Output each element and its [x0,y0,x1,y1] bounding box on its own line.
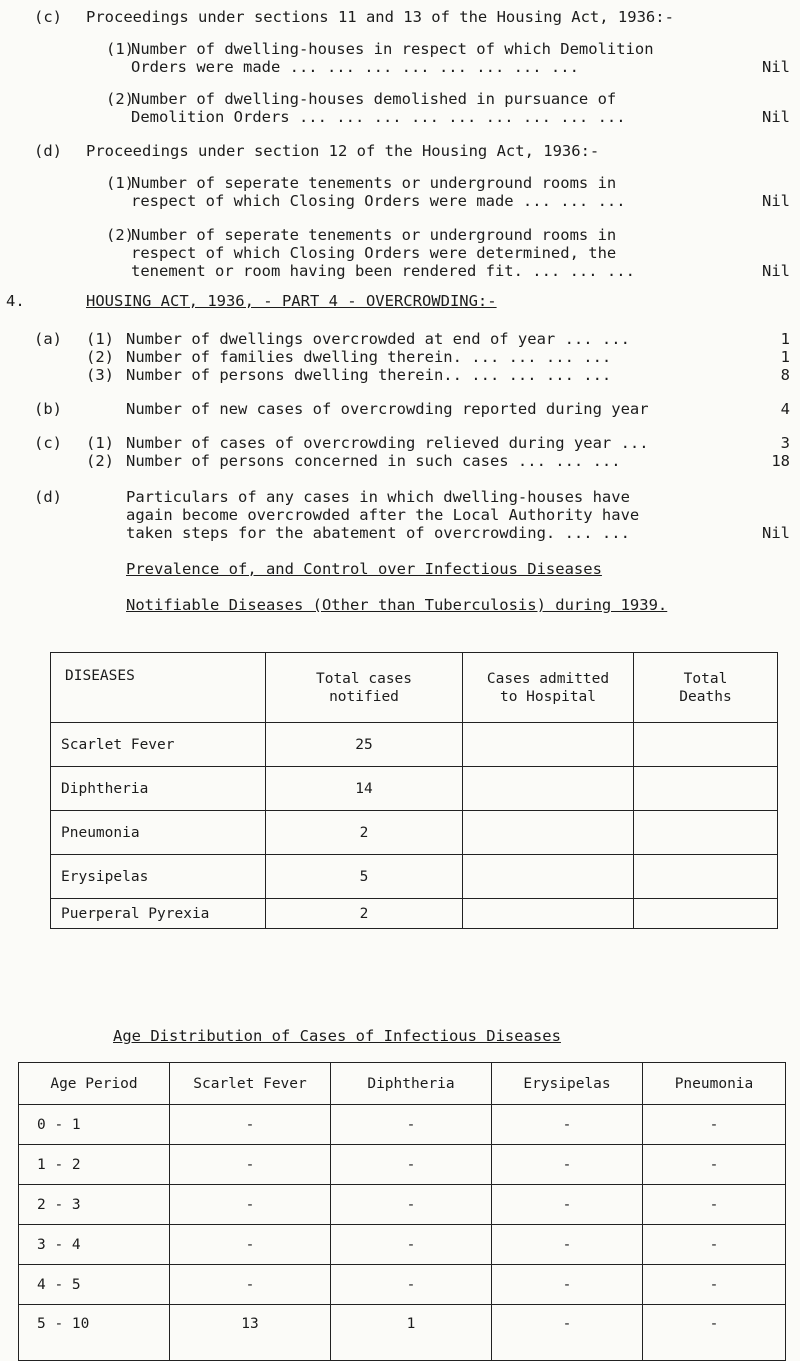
scarlet-fever-cell: - [170,1105,331,1145]
diphtheria-cell: - [331,1225,492,1265]
table-row [51,811,778,855]
prevalence-subtitle: Notifiable Diseases (Other than Tuberculosis) during 1939. [126,596,668,614]
cases-notified: 2 [266,899,463,929]
column-header: Scarlet Fever [170,1063,331,1105]
item-text: Number of persons concerned in such cases ... ... ... [126,452,621,470]
table-row [19,1105,786,1145]
section-d-label: (d) [34,142,62,160]
total-deaths [634,811,778,855]
item-text: Number of seperate tenements or underground rooms in [131,226,617,244]
age-period: 2 - 3 [19,1185,170,1225]
item-text: tenement or room having been rendered fit. ... ... ... [131,262,635,280]
erysipelas-cell: - [492,1105,643,1145]
section-4-heading: HOUSING ACT, 1936, - PART 4 - OVERCROWDING:- [86,292,497,310]
scarlet-fever-cell: - [170,1145,331,1185]
cases-hospital [463,855,634,899]
table-row [19,1225,786,1265]
table-row [51,855,778,899]
cases-notified: 5 [266,855,463,899]
column-header: Pneumonia [643,1063,786,1105]
table-row [19,1305,786,1361]
item-number: (3) [86,366,114,384]
table-row [19,1145,786,1185]
pneumonia-cell: - [643,1105,786,1145]
disease-name: Diphtheria [51,767,266,811]
cases-hospital [463,723,634,767]
age-distribution-table [18,1062,786,1361]
age-period: 3 - 4 [19,1225,170,1265]
column-header: Total Deaths [634,653,778,723]
item-text: Number of dwellings overcrowded at end of year ... ... [126,330,630,348]
pneumonia-cell: - [643,1145,786,1185]
item-number: (1) [86,330,114,348]
section-c-heading: Proceedings under sections 11 and 13 of the Housing Act, 1936:- [86,8,674,26]
notifiable-diseases-table [50,652,778,929]
age-period: 4 - 5 [19,1265,170,1305]
item-number: (2) [106,226,134,244]
item-text: Demolition Orders ... ... ... ... ... ... ... ... ... [131,108,626,126]
diphtheria-cell: - [331,1185,492,1225]
item-number: (2) [86,348,114,366]
pneumonia-cell: - [643,1305,786,1361]
scarlet-fever-cell: - [170,1225,331,1265]
item-value: Nil [762,262,790,280]
table-row [19,1185,786,1225]
column-header: Erysipelas [492,1063,643,1105]
erysipelas-cell: - [492,1145,643,1185]
cases-hospital [463,899,634,929]
age-period: 0 - 1 [19,1105,170,1145]
item-value: 18 [771,452,790,470]
cases-notified: 2 [266,811,463,855]
item-value: 3 [780,434,790,452]
item-value: 8 [780,366,790,384]
item-value: 1 [780,348,790,366]
column-header: DISEASES [51,653,266,723]
column-header: Diphtheria [331,1063,492,1105]
disease-name: Erysipelas [51,855,266,899]
item-value: Nil [762,108,790,126]
age-period: 1 - 2 [19,1145,170,1185]
total-deaths [634,899,778,929]
item-text: Number of cases of overcrowding relieved during year ... [126,434,649,452]
column-header: Age Period [19,1063,170,1105]
item-number: (1) [106,174,134,192]
item-text: Orders were made ... ... ... ... ... ... ... ... [131,58,579,76]
item-number: (1) [86,434,114,452]
cases-hospital [463,767,634,811]
section-d-heading: Proceedings under section 12 of the Housing Act, 1936:- [86,142,600,160]
item-text: taken steps for the abatement of overcrowding. ... ... [126,524,630,542]
section-c-label: (c) [34,8,62,26]
item-value: 1 [780,330,790,348]
total-deaths [634,767,778,811]
erysipelas-cell: - [492,1185,643,1225]
age-distribution-title: Age Distribution of Cases of Infectious Diseases [113,1027,561,1045]
scarlet-fever-cell: - [170,1185,331,1225]
item-text: respect of which Closing Orders were made ... ... ... [131,192,626,210]
table-row [51,767,778,811]
item-text: Number of new cases of overcrowding reported during year [126,400,649,418]
item-text: again become overcrowded after the Local Authority have [126,506,640,524]
pneumonia-cell: - [643,1185,786,1225]
cases-notified: 25 [266,723,463,767]
disease-name: Scarlet Fever [51,723,266,767]
column-header: Total cases notified [266,653,463,723]
diphtheria-cell: - [331,1145,492,1185]
diphtheria-cell: 1 [331,1305,492,1361]
subsection-d-label: (d) [34,488,62,506]
item-text: Particulars of any cases in which dwelling-houses have [126,488,630,506]
table-row [51,899,778,929]
item-text: Number of dwelling-houses in respect of which Demolition [131,40,654,58]
subsection-b-label: (b) [34,400,62,418]
subsection-a-label: (a) [34,330,62,348]
table-row [51,723,778,767]
erysipelas-cell: - [492,1305,643,1361]
erysipelas-cell: - [492,1225,643,1265]
item-text: Number of families dwelling therein. ... ... ... ... [126,348,612,366]
erysipelas-cell: - [492,1265,643,1305]
item-number: (2) [86,452,114,470]
subsection-c-label: (c) [34,434,62,452]
pneumonia-cell: - [643,1225,786,1265]
prevalence-title: Prevalence of, and Control over Infectious Diseases [126,560,602,578]
item-text: Number of dwelling-houses demolished in pursuance of [131,90,617,108]
table-row [19,1265,786,1305]
total-deaths [634,723,778,767]
item-text: Number of persons dwelling therein.. ... ... ... ... [126,366,612,384]
item-text: Number of seperate tenements or underground rooms in [131,174,617,192]
item-text: respect of which Closing Orders were determined, the [131,244,617,262]
diphtheria-cell: - [331,1265,492,1305]
column-header: Cases admitted to Hospital [463,653,634,723]
scarlet-fever-cell: - [170,1265,331,1305]
section-4-label: 4. [6,292,25,310]
disease-name: Pneumonia [51,811,266,855]
scarlet-fever-cell: 13 [170,1305,331,1361]
item-value: 4 [780,400,790,418]
cases-hospital [463,811,634,855]
age-period: 5 - 10 [19,1305,170,1361]
item-value: Nil [762,58,790,76]
disease-name: Puerperal Pyrexia [51,899,266,929]
item-value: Nil [762,524,790,542]
item-number: (1) [106,40,134,58]
diphtheria-cell: - [331,1105,492,1145]
table-header-row [51,653,778,723]
cases-notified: 14 [266,767,463,811]
pneumonia-cell: - [643,1265,786,1305]
item-number: (2) [106,90,134,108]
item-value: Nil [762,192,790,210]
table-header-row [19,1063,786,1105]
total-deaths [634,855,778,899]
